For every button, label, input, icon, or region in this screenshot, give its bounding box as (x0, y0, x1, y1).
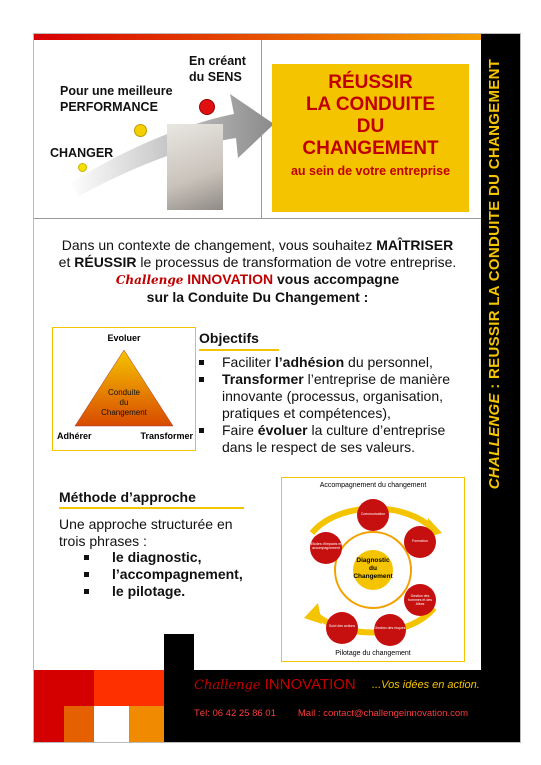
objective-emphasis: Transformer (222, 371, 304, 387)
objective-emphasis: l’adhésion (274, 354, 345, 370)
change-cycle-diagram (281, 477, 465, 662)
step-label-performance-1: Pour une meilleure (60, 84, 173, 98)
method-item-text: l’accompagnement, (112, 566, 243, 582)
triangle-center-line: du (119, 398, 129, 407)
diagram-center-line: Diagnostic (356, 557, 390, 564)
step-label-changer: CHANGER (50, 146, 114, 160)
method-item (84, 583, 243, 600)
triangle-center-label (53, 388, 195, 418)
triangle-top-label: Evoluer (107, 333, 141, 343)
side-banner-text (486, 54, 516, 494)
footer-brand-script: Challenge (194, 678, 261, 693)
title-line-4: CHANGEMENT (302, 138, 439, 159)
objective-item (199, 422, 479, 456)
objective-text: du personnel, (344, 354, 433, 370)
objective-text: la culture d’entreprise dans le respect de ses valeurs. (222, 422, 446, 455)
method-underline (59, 507, 244, 509)
intro-text: et (58, 254, 75, 270)
step-dot-changer (78, 163, 87, 172)
title-line-1: RÉUSSIR (328, 72, 413, 93)
bullet-icon (84, 555, 89, 560)
bullet-icon (199, 428, 204, 433)
method-item (84, 566, 243, 583)
method-list (84, 549, 243, 600)
objectives-underline (199, 349, 279, 351)
side-banner-brand: CHALLENGE (486, 393, 503, 490)
triangle-center-line: Changement (101, 408, 147, 417)
brand-script: Challenge (115, 273, 184, 287)
intro-paragraph (34, 237, 481, 306)
side-banner-slogan: : REUSSIR LA CONDUITE DU CHANGEMENT (486, 58, 503, 394)
diagram-center-line: du (369, 565, 377, 572)
triangle-center-line: Conduite (107, 388, 141, 397)
intro-emphasis-maitriser: MAÎTRISER (376, 237, 454, 253)
diagram-center-line: Changement (353, 573, 393, 580)
diagram-node-label: Etudes d’impacts et accompagnement (310, 542, 342, 550)
title-line-2: LA CONDUITE (305, 94, 436, 115)
step-label-performance-2: PERFORMANCE (60, 100, 158, 114)
intro-text: vous accompagne (273, 271, 400, 287)
brand-innovation: INNOVATION (183, 271, 274, 287)
triangle-left-label: Adhérer (57, 431, 92, 441)
intro-emphasis-reussir: RÉUSSIR (74, 254, 137, 270)
diagram-node-label: Gestion des risques (374, 626, 406, 630)
intro-line-1 (34, 237, 481, 254)
objective-emphasis: évoluer (257, 422, 308, 438)
objective-text: Faire (222, 422, 258, 438)
triangle-figure (52, 327, 196, 451)
footer-brand (194, 676, 356, 693)
top-gradient-rule (34, 34, 481, 40)
diagram-node-label: Gestion des hommes et des Aléas (408, 594, 432, 606)
objectives-title: Objectifs (199, 330, 259, 346)
bullet-icon (84, 589, 89, 594)
footer-email[interactable]: Mail : contact@challengeinnovation.com (297, 708, 469, 719)
objectives-list (199, 354, 479, 456)
method-item-text: le diagnostic, (112, 549, 202, 565)
objective-text: Faciliter (222, 354, 275, 370)
footer-tagline: ...Vos idées en action. (372, 679, 480, 691)
bullet-icon (199, 377, 204, 382)
step-dot-sens (199, 99, 215, 115)
step-label-sens-1: En créant (189, 54, 246, 68)
step-label-sens-2: du SENS (189, 70, 242, 84)
intro-line-2 (34, 254, 481, 271)
team-photo (167, 124, 223, 210)
method-item (84, 549, 243, 566)
intro-text: Dans un contexte de changement, vous souhaitez (61, 237, 377, 253)
title-box (272, 64, 469, 212)
objective-text: l’entreprise de manière innovante (processus, organisation, pratiques et compétences), (222, 371, 450, 421)
step-dot-performance (134, 124, 147, 137)
footer-brand-name: INNOVATION (260, 676, 356, 693)
diagram-node-label: Suivi des actions (328, 624, 356, 628)
intro-line-3 (34, 271, 481, 289)
objective-item (199, 371, 479, 422)
bullet-icon (84, 572, 89, 577)
method-item-text: le pilotage. (112, 583, 186, 599)
diagram-node-label: Formation (412, 539, 428, 543)
diagram-bottom-label: Pilotage du changement (335, 650, 411, 657)
method-intro: Une approche structurée en trois phrases : (59, 516, 233, 549)
method-title: Méthode d’approche (59, 489, 196, 505)
diagram-top-label: Accompagnement du changement (319, 482, 427, 489)
footer-phone: Tél: 06 42 25 86 01 (194, 708, 276, 719)
flyer-page (33, 33, 521, 743)
intro-text: le processus de transformation de votre entreprise. (136, 254, 457, 270)
intro-line-4: sur la Conduite Du Changement : (146, 289, 369, 305)
objective-item (199, 354, 479, 371)
title-subtitle: au sein de votre entreprise (290, 164, 451, 178)
footer-contact (194, 708, 468, 719)
triangle-right-label: Transformer (140, 431, 193, 441)
diagram-center-label (348, 557, 398, 581)
title-line-3: DU (356, 116, 385, 137)
diagram-node-label: Communication (360, 512, 386, 516)
bullet-icon (199, 360, 204, 365)
